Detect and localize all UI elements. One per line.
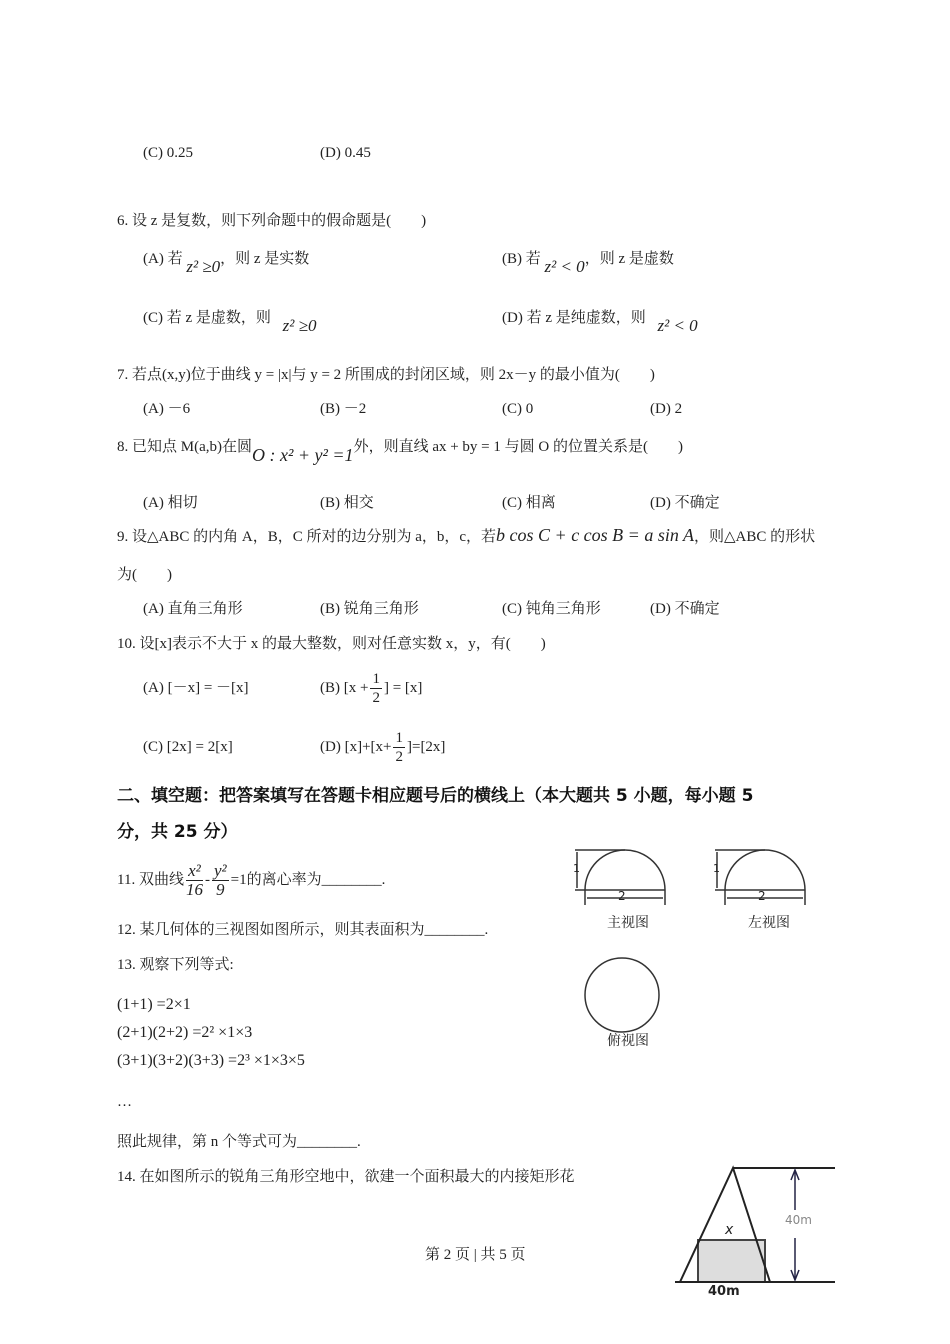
front-width-label: 2 (618, 889, 626, 903)
q6-option-b: (B) 若 z² < 0，则 z 是虚数 (502, 251, 674, 276)
front-view-semicircle (585, 850, 665, 890)
q8-option-c: (C) 相离 (502, 495, 556, 511)
q7-option-d: (D) 2 (650, 401, 683, 417)
q12: 12. 某几何体的三视图如图所示，则其表面积为________. (117, 922, 489, 938)
height-label: 40m (785, 1213, 812, 1227)
front-view-caption: 主视图 (607, 915, 649, 931)
q10-stem: 10. 设[x]表示不大于 x 的最大整数，则对任意实数 x，y，有( ) (117, 636, 546, 652)
page-footer: 第 2 页 | 共 5 页 (425, 1247, 526, 1263)
q7-option-c: (C) 0 (502, 401, 534, 417)
q5-option-d: (D) 0.45 (320, 145, 371, 161)
q10-option-d: (D) [x]+[x+ $\frac{1}{2}$ ]=[2x] (320, 730, 446, 766)
q9-option-a: (A) 直角三角形 (143, 601, 243, 617)
q7-option-a: (A) －6 (143, 401, 191, 417)
triangle-figure (670, 1160, 850, 1290)
q7-option-b: (B) －2 (320, 401, 367, 417)
q13-stem: 13. 观察下列等式: (117, 957, 234, 973)
q9-option-d: (D) 不确定 (650, 601, 720, 617)
q13-eq-3: (3+1)(3+2)(3+3) =2³ ×1×3×5 (117, 1052, 305, 1069)
q6-option-d: (D) 若 z 是纯虚数，则 z² < 0 (502, 310, 698, 335)
top-view-caption: 俯视图 (607, 1033, 649, 1049)
q8-stem: 8. 已知点 M(a,b)在圆O : x² + y² =1外，则直线 ax + by = 1 与圆 O 的位置关系是( ) (117, 439, 683, 465)
q9-option-c: (C) 钝角三角形 (502, 601, 601, 617)
q9-stem-cont: 为( ) (117, 567, 172, 583)
q6-option-a: (A) 若 z² ≥0，则 z 是实数 (143, 251, 310, 276)
q7-stem: 7. 若点(x,y)位于曲线 y = |x|与 y = 2 所围成的封闭区域，则 2x－y 的最小值为( ) (117, 367, 655, 383)
base-label: 40m (708, 1284, 740, 1299)
q13-ellipsis: … (117, 1094, 132, 1110)
q6-stem: 6. 设 z 是复数，则下列命题中的假命题是( ) (117, 213, 427, 229)
side-view-caption: 左视图 (748, 915, 790, 931)
q8-option-a: (A) 相切 (143, 495, 198, 511)
q10-option-c: (C) [2x] = 2[x] (143, 739, 233, 755)
q13-eq-2: (2+1)(2+2) =2² ×1×3 (117, 1024, 253, 1041)
front-height-label: 1 (573, 862, 580, 875)
q14: 14. 在如图所示的锐角三角形空地中，欲建一个面积最大的内接矩形花 (117, 1169, 575, 1185)
section-2-heading: 二、填空题：把答案填写在答题卡相应题号后的横线上（本大题共 5 小题，每小题 5 (117, 786, 754, 806)
q9-stem: 9. 设△ABC 的内角 A，B，C 所对的边分别为 a，b，c，若b cos C + c cos B = a sin A，则△ABC 的形状 (117, 525, 816, 545)
top-view-circle (585, 958, 659, 1032)
q8-option-b: (B) 相交 (320, 495, 374, 511)
q13-question: 照此规律，第 n 个等式可为________. (117, 1134, 361, 1150)
q9-option-b: (B) 锐角三角形 (320, 601, 419, 617)
side-height-label: 1 (713, 862, 720, 875)
q8-option-d: (D) 不确定 (650, 495, 720, 511)
rect-width-label: x (725, 1222, 734, 1238)
q13-eq-1: (1+1) =2×1 (117, 996, 191, 1013)
q10-option-b: (B) [x + $\frac{1}{2}$ ] = [x] (320, 671, 423, 707)
side-width-label: 2 (758, 889, 766, 903)
three-views-figure (565, 840, 855, 1060)
q6-option-c: (C) 若 z 是虚数，则 z² ≥0 (143, 310, 317, 335)
q10-option-a: (A) [－x] = －[x] (143, 680, 249, 696)
side-view-semicircle (725, 850, 805, 890)
q11: 11. 双曲线 $\frac{\text{x²}}{16}$ - $\frac{\text{y²}}{9}$ =1的离心率为________. (117, 861, 386, 900)
section-2-heading-cont: 分，共 25 分） (117, 822, 238, 842)
q5-option-c: (C) 0.25 (143, 145, 193, 161)
